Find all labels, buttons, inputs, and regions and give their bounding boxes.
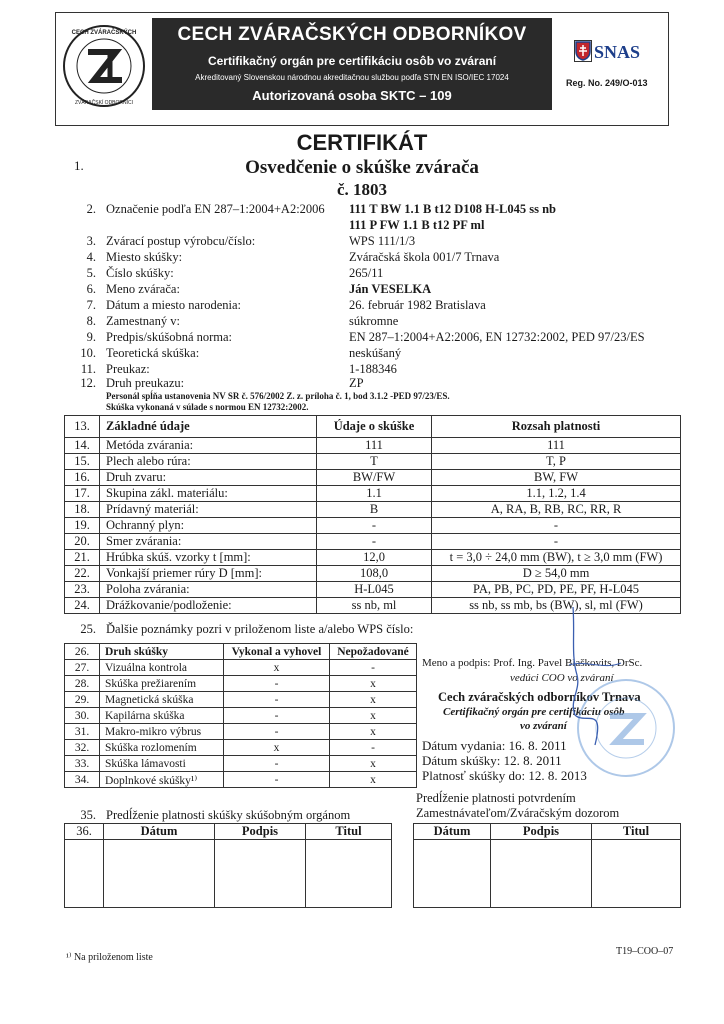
row-number: 9. xyxy=(86,330,96,344)
form-code: T19–COO–07 xyxy=(616,946,674,957)
performed-mark: - xyxy=(224,692,330,708)
row-label: Metóda zvárania: xyxy=(100,438,317,454)
extension-empty-row xyxy=(414,840,681,908)
not-required-mark: x xyxy=(330,692,417,708)
snas-mark xyxy=(556,18,662,108)
row-number: 7. xyxy=(86,298,96,312)
test-value: BW/FW xyxy=(317,470,432,486)
row-number: 28. xyxy=(65,676,100,692)
org-name: CECH ZVÁRAČSKÝCH ODBORNÍKOV xyxy=(177,24,527,45)
table-row xyxy=(65,534,681,550)
snas-word: SNAS xyxy=(594,42,641,62)
table-row xyxy=(65,724,417,740)
table-row xyxy=(65,566,681,582)
employer-extension-line2: Zamestnávateľom/Zváračským dozorom xyxy=(416,806,620,820)
row-number: 27. xyxy=(65,660,100,676)
extension-table-examiner xyxy=(64,823,392,908)
table-row xyxy=(65,454,681,470)
header-number: 26. xyxy=(65,644,100,660)
row-value: Zváračská škola 001/7 Trnava xyxy=(349,250,500,264)
row-number: 35. xyxy=(80,808,96,822)
slovak-shield-icon xyxy=(574,40,592,62)
validity-value: 111 xyxy=(432,438,681,454)
test-value: - xyxy=(317,518,432,534)
row-value: 111 T BW 1.1 B t12 D108 H-L045 ss nb xyxy=(349,202,557,216)
table-row xyxy=(65,550,681,566)
item-1-number: 1. xyxy=(74,158,84,173)
info-row xyxy=(0,250,724,266)
header-signature: Podpis xyxy=(215,824,306,840)
info-row xyxy=(0,202,724,218)
table-header-row xyxy=(65,416,681,438)
basic-data-table xyxy=(64,415,681,614)
row-number: 30. xyxy=(65,708,100,724)
extension-header-row xyxy=(65,824,392,840)
table-row xyxy=(65,470,681,486)
performed-mark: - xyxy=(224,724,330,740)
test-value: - xyxy=(317,534,432,550)
test-name: Doplnkové skúšky¹⁾ xyxy=(100,772,224,788)
test-value: H-L045 xyxy=(317,582,432,598)
cech-logo xyxy=(58,14,150,118)
not-required-mark: - xyxy=(330,740,417,756)
row-number: 34. xyxy=(65,772,100,788)
row-number: 22. xyxy=(65,566,100,582)
org-subtitle: Certifikačný orgán pre certifikáciu osôb vo zváraní xyxy=(207,54,497,68)
test-value: T xyxy=(317,454,432,470)
row-number: 24. xyxy=(65,598,100,614)
test-date: Dátum skúšky: 12. 8. 2011 xyxy=(422,753,562,768)
performed-mark: x xyxy=(224,660,330,676)
row-number: 12. xyxy=(80,376,96,390)
row-number: 36. xyxy=(65,824,104,840)
validity-value: 1.1, 1.2, 1.4 xyxy=(432,486,681,502)
row-number: 21. xyxy=(65,550,100,566)
not-required-mark: - xyxy=(330,660,417,676)
row-value: súkromne xyxy=(349,314,399,328)
header-performed-passed: Vykonal a vyhovel xyxy=(224,644,330,660)
row-value: 265/11 xyxy=(349,266,384,280)
row-label: Označenie podľa EN 287–1:2004+A2:2006 xyxy=(106,202,325,216)
test-name: Magnetická skúška xyxy=(100,692,224,708)
header-test-type: Druh skúšky xyxy=(100,644,224,660)
row-number: 31. xyxy=(65,724,100,740)
certificate-title: CERTIFIKÁT xyxy=(296,130,428,155)
validity-value: - xyxy=(432,534,681,550)
row-number: 14. xyxy=(65,438,100,454)
valid-until-date: Platnosť skúšky do: 12. 8. 2013 xyxy=(422,768,587,783)
row-number: 3. xyxy=(86,234,96,248)
row-value: 26. február 1982 Bratislava xyxy=(349,298,486,312)
table-row xyxy=(65,486,681,502)
row-number: 20. xyxy=(65,534,100,550)
signatory-name: Meno a podpis: Prof. Ing. Pavel Blaškovits, DrSc. xyxy=(422,657,643,669)
info-row-continued xyxy=(0,218,724,234)
row-label: Ochranný plyn: xyxy=(100,518,317,534)
row-label: Zvárací postup výrobcu/číslo: xyxy=(106,234,256,248)
test-name: Vizuálna kontrola xyxy=(100,660,224,676)
test-value: 12,0 xyxy=(317,550,432,566)
row-number: 17. xyxy=(65,486,100,502)
row-number: 25. xyxy=(80,622,96,636)
signatory-role: vedúci COO vo zváraní xyxy=(510,672,614,684)
svg-text:CECH ZVÁRAČSKÝCH: CECH ZVÁRAČSKÝCH xyxy=(71,30,137,36)
row-number: 23. xyxy=(65,582,100,598)
row-label: Dátum a miesto narodenia: xyxy=(106,298,242,312)
test-value: 1.1 xyxy=(317,486,432,502)
performed-mark: - xyxy=(224,756,330,772)
info-row xyxy=(0,266,724,282)
extension-header-row xyxy=(414,824,681,840)
row-number: 2. xyxy=(86,202,96,216)
extension-table-employer xyxy=(413,823,681,908)
row-value: WPS 111/1/3 xyxy=(349,234,416,248)
test-type-table xyxy=(64,643,417,788)
extension-empty-row xyxy=(65,840,392,908)
row-label: Smer zvárania: xyxy=(100,534,317,550)
not-required-mark: x xyxy=(330,772,417,788)
table-header-row xyxy=(65,644,417,660)
row-number: 15. xyxy=(65,454,100,470)
info-row xyxy=(0,314,724,330)
table-row xyxy=(65,518,681,534)
info-row xyxy=(0,298,724,314)
accreditation-text: Akreditovaný Slovenskou národnou akreditačnou službou podľa STN EN ISO/IEC 17024 xyxy=(195,73,509,82)
header-title: Titul xyxy=(306,824,392,840)
info-row xyxy=(0,346,724,362)
table-row xyxy=(65,692,417,708)
row-number: 10. xyxy=(80,346,96,360)
row-label: Vonkajší priemer rúry D [mm]: xyxy=(100,566,317,582)
header-title: Titul xyxy=(592,824,681,840)
validity-value: T, P xyxy=(432,454,681,470)
row-number: 8. xyxy=(86,314,96,328)
header-date: Dátum xyxy=(414,824,491,840)
test-name: Skúška prežiarením xyxy=(100,676,224,692)
header-basic-data: Základné údaje xyxy=(100,416,317,438)
row-label: Prídavný materiál: xyxy=(100,502,317,518)
row-label: Hrúbka skúš. vzorky t [mm]: xyxy=(100,550,317,566)
svg-text:ZVÁRAČSKÍ ODBORNÍCI: ZVÁRAČSKÍ ODBORNÍCI xyxy=(74,100,134,106)
info-row xyxy=(0,330,724,346)
row-label: Predpis/skúšobná norma: xyxy=(106,330,233,344)
row-number: 19. xyxy=(65,518,100,534)
validity-value: BW, FW xyxy=(432,470,681,486)
performed-mark: - xyxy=(224,676,330,692)
table-row xyxy=(65,740,417,756)
row-label: Plech alebo rúra: xyxy=(100,454,317,470)
test-value: B xyxy=(317,502,432,518)
test-value: ss nb, ml xyxy=(317,598,432,614)
employer-extension-line1: Predĺženie platnosti potvrdením xyxy=(416,791,576,805)
header-date: Dátum xyxy=(104,824,215,840)
authorized-person: Autorizovaná osoba SKTC – 109 xyxy=(252,88,452,103)
info-row xyxy=(0,282,724,298)
table-row xyxy=(65,582,681,598)
info-row xyxy=(0,376,724,392)
validity-value: D ≥ 54,0 mm xyxy=(432,566,681,582)
test-name: Kapilárna skúška xyxy=(100,708,224,724)
row-label: Preukaz: xyxy=(106,362,150,376)
row-value: Ján VESELKA xyxy=(349,282,432,296)
row-number: 32. xyxy=(65,740,100,756)
validity-value: ss nb, ss mb, bs (BW), sl, ml (FW) xyxy=(432,598,681,614)
row-label: Zamestnaný v: xyxy=(106,314,180,328)
not-required-mark: x xyxy=(330,676,417,692)
issuer-body: Certifikačný orgán pre certifikáciu osôb xyxy=(443,706,625,718)
table-row xyxy=(65,660,417,676)
row-number: 33. xyxy=(65,756,100,772)
not-required-mark: x xyxy=(330,724,417,740)
issuer-org: Cech zváračských odborníkov Trnava xyxy=(438,690,641,704)
row-number: 5. xyxy=(86,266,96,280)
performed-mark: - xyxy=(224,708,330,724)
table-row xyxy=(65,676,417,692)
header-signature: Podpis xyxy=(491,824,592,840)
row-label: Drážkovanie/podloženie: xyxy=(100,598,317,614)
row-number: 6. xyxy=(86,282,96,296)
row-number: 16. xyxy=(65,470,100,486)
test-name: Skúška lámavosti xyxy=(100,756,224,772)
row-value: neskúšaný xyxy=(349,346,402,360)
validity-value: A, RA, B, RB, RC, RR, R xyxy=(432,502,681,518)
header-test-data: Údaje o skúške xyxy=(317,416,432,438)
row-value-secondary: 111 P FW 1.1 B t12 PF ml xyxy=(349,218,485,232)
row-value: ZP xyxy=(349,376,364,390)
table-row xyxy=(65,708,417,724)
row-label: Ďalšie poznámky pozri v priloženom liste a/alebo WPS číslo: xyxy=(106,622,414,636)
footnote: ¹⁾ Na priloženom liste xyxy=(66,952,153,963)
row-value: 1-188346 xyxy=(349,362,397,376)
row-label: Druh preukazu: xyxy=(106,376,185,390)
test-value: 111 xyxy=(317,438,432,454)
issuer-body-cont: vo zváraní xyxy=(520,720,567,732)
row-number: 11. xyxy=(80,362,96,376)
performed-mark: x xyxy=(224,740,330,756)
performed-mark: - xyxy=(224,772,330,788)
row-label: Číslo skúšky: xyxy=(106,266,174,280)
row-number: 4. xyxy=(86,250,96,264)
row-label: Poloha zvárania: xyxy=(100,582,317,598)
not-required-mark: x xyxy=(330,756,417,772)
row-value: EN 287–1:2004+A2:2006, EN 12732:2002, PED 97/23/ES xyxy=(349,330,645,344)
row-label: Teoretická skúška: xyxy=(106,346,200,360)
row-number: 29. xyxy=(65,692,100,708)
registration-number: Reg. No. 249/O-013 xyxy=(566,78,648,88)
row-label: Predĺženie platnosti skúšky skúšobným orgánom xyxy=(106,808,351,822)
header-number: 13. xyxy=(65,416,100,438)
row-number: 18. xyxy=(65,502,100,518)
row-label: Skupina zákl. materiálu: xyxy=(100,486,317,502)
table-row xyxy=(65,438,681,454)
regulation-note: Personál spĺňa ustanovenia NV SR č. 576/2002 Z. z. príloha č. 1, bod 3.1.2 -PED 97/23/ES. xyxy=(106,391,450,401)
validity-value: PA, PB, PC, PD, PE, PF, H-L045 xyxy=(432,582,681,598)
certificate-number: č. 1803 xyxy=(336,180,388,199)
certificate-subtitle: Osvedčenie o skúške zvárača xyxy=(245,157,479,178)
table-row xyxy=(65,772,417,788)
test-value: 108,0 xyxy=(317,566,432,582)
issue-date: Dátum vydania: 16. 8. 2011 xyxy=(422,738,567,753)
header-validity-range: Rozsah platnosti xyxy=(432,416,681,438)
handwritten-signature xyxy=(565,605,625,755)
header-band xyxy=(152,18,552,110)
header-not-required: Nepožadované xyxy=(330,644,417,660)
row-label: Meno zvárača: xyxy=(106,282,180,296)
validity-value: t = 3,0 ÷ 24,0 mm (BW), t ≥ 3,0 mm (FW) xyxy=(432,550,681,566)
test-name: Skúška rozlomením xyxy=(100,740,224,756)
table-row xyxy=(65,756,417,772)
standard-note: Skúška vykonaná v súlade s normou EN 12732:2002. xyxy=(106,402,309,412)
not-required-mark: x xyxy=(330,708,417,724)
validity-value: - xyxy=(432,518,681,534)
row-label: Miesto skúšky: xyxy=(106,250,183,264)
table-row xyxy=(65,502,681,518)
info-row xyxy=(0,234,724,250)
row-label: Druh zvaru: xyxy=(100,470,317,486)
test-name: Makro-mikro výbrus xyxy=(100,724,224,740)
